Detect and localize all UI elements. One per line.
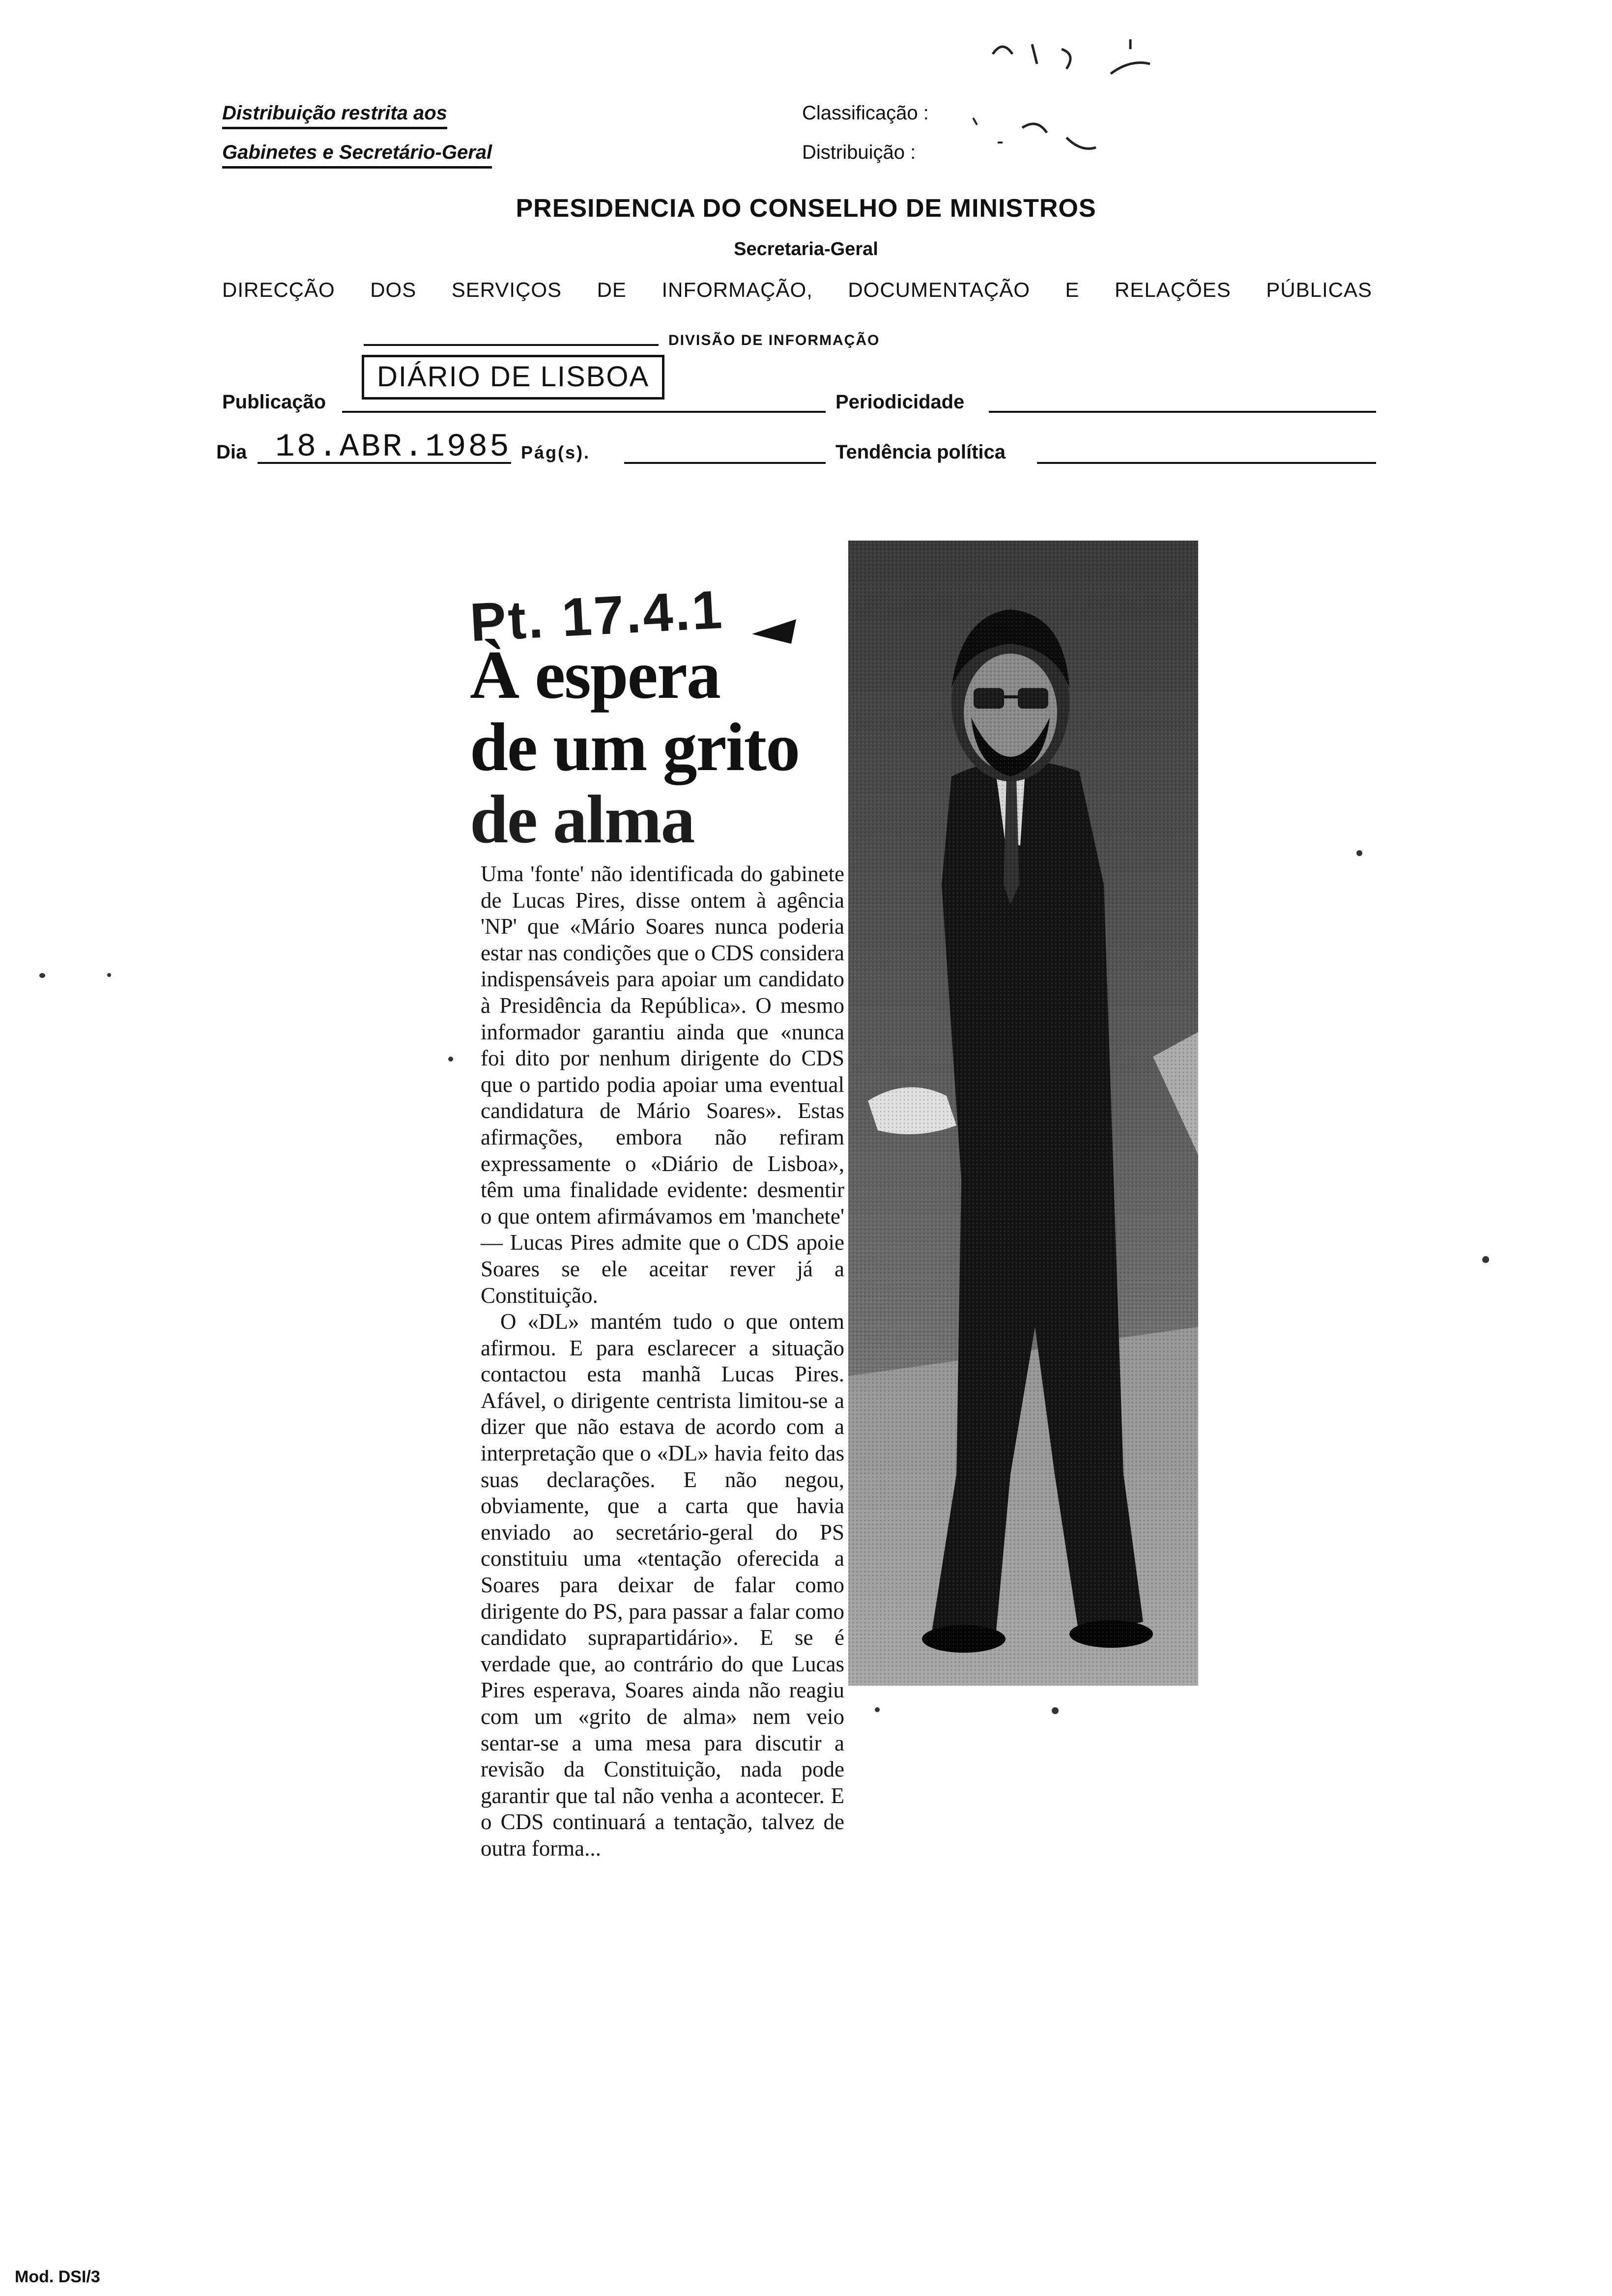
speck-mark xyxy=(1482,1256,1489,1263)
handwritten-annotation: Pt. 17.4.1 xyxy=(468,579,725,653)
article-paragraph-1: Uma 'fonte' não identificada do gabinete de Lucas Pires, disse ontem à agência 'NP' que «Mário Soares nunca poderia estar nas condições que o CDS considera indispensáveis para apoiar um candidato à Presidência da República». O mesmo informador garantiu ainda que «nunca foi dito por nenhum dirigente do CDS que o partido podia apoiar uma eventual candidatura de Mário Soares». Estas afirmações, embora não refiram expressamente o «Diário de Lisboa», têm uma finalidade evidente: desmentir o que ontem afirmávamos em 'manchete' — Lucas Pires admite que o CDS apoie Soares se ele aceitar rever já a Constituição. xyxy=(481,861,844,1308)
secretariat-title: Secretaria-Geral xyxy=(734,239,878,259)
article-photo xyxy=(848,541,1198,1686)
date-value: 18.ABR.1985 xyxy=(275,429,511,465)
article-headline xyxy=(470,639,843,856)
publication-value: DIÁRIO DE LISBOA xyxy=(377,361,650,393)
arrow-mark-icon xyxy=(747,595,801,649)
restricted-distribution-line1: Distribuição restrita aos xyxy=(222,102,447,124)
speck-mark xyxy=(875,1707,880,1712)
tendency-label: Tendência política xyxy=(835,441,1006,463)
form-code: Mod. DSI/3 xyxy=(15,2267,100,2286)
article-paragraph-2: O «DL» mantém tudo o que ontem afirmou. E para esclarecer a situação contactou esta manhã Lucas Pires. Afável, o dirigente centrista limitou-se a dizer que não estava de acordo com a interpretação que o «DL» havia feito das suas declarações. E não negou, obviamente, que a carta que havia enviado ao secretário-geral do PS constituiu uma «tentação oferecida a Soares para deixar de falar como dirigente do PS, para passar a falar como candidato suprapartidário». E se é verdade que, ao contrário do que Lucas Pires esperava, Soares ainda não reagiu com um «grito de alma» nem veio sentar-se a uma mesa para discutir a revisão da Constituição, nada pode garantir que tal não venha a acontecer. E o CDS continuará a tentação, talvez de outra forma... xyxy=(481,1309,844,1861)
publication-label: Publicação xyxy=(222,391,326,413)
ministry-title: PRESIDENCIA DO CONSELHO DE MINISTROS xyxy=(516,194,1096,223)
distribution-label: Distribuição : xyxy=(802,142,916,163)
publication-stamp xyxy=(362,355,664,400)
directorate-title: DIRECÇÃO DOS SERVIÇOS DE INFORMAÇÃO, DOCUMENTAÇÃO E RELAÇÕES PÚBLICAS xyxy=(222,278,1372,301)
periodicity-field-line xyxy=(989,411,1376,413)
periodicity-label: Periodicidade xyxy=(835,391,965,413)
headline-line-1: À espera xyxy=(470,637,720,713)
headline-line-2: de um grito xyxy=(470,709,800,785)
publication-field-line xyxy=(342,411,826,413)
restricted-distribution-line2: Gabinetes e Secretário-Geral xyxy=(222,142,492,164)
speck-mark xyxy=(448,1057,453,1062)
tendency-field-line xyxy=(1037,462,1376,464)
article-body xyxy=(481,861,844,1862)
division-rule xyxy=(364,344,659,346)
day-label: Dia xyxy=(216,441,247,463)
speck-mark xyxy=(107,973,111,977)
headline-line-3: de alma xyxy=(470,781,694,858)
pages-label: Pág(s). xyxy=(521,442,591,462)
speck-mark xyxy=(1356,850,1362,856)
speck-mark xyxy=(1052,1707,1059,1714)
handwritten-scribble-mark xyxy=(963,25,1219,187)
speck-mark xyxy=(39,973,45,978)
classification-label: Classificação : xyxy=(802,102,929,124)
division-label: DIVISÃO DE INFORMAÇÃO xyxy=(668,332,880,348)
pages-field-line xyxy=(624,462,826,464)
